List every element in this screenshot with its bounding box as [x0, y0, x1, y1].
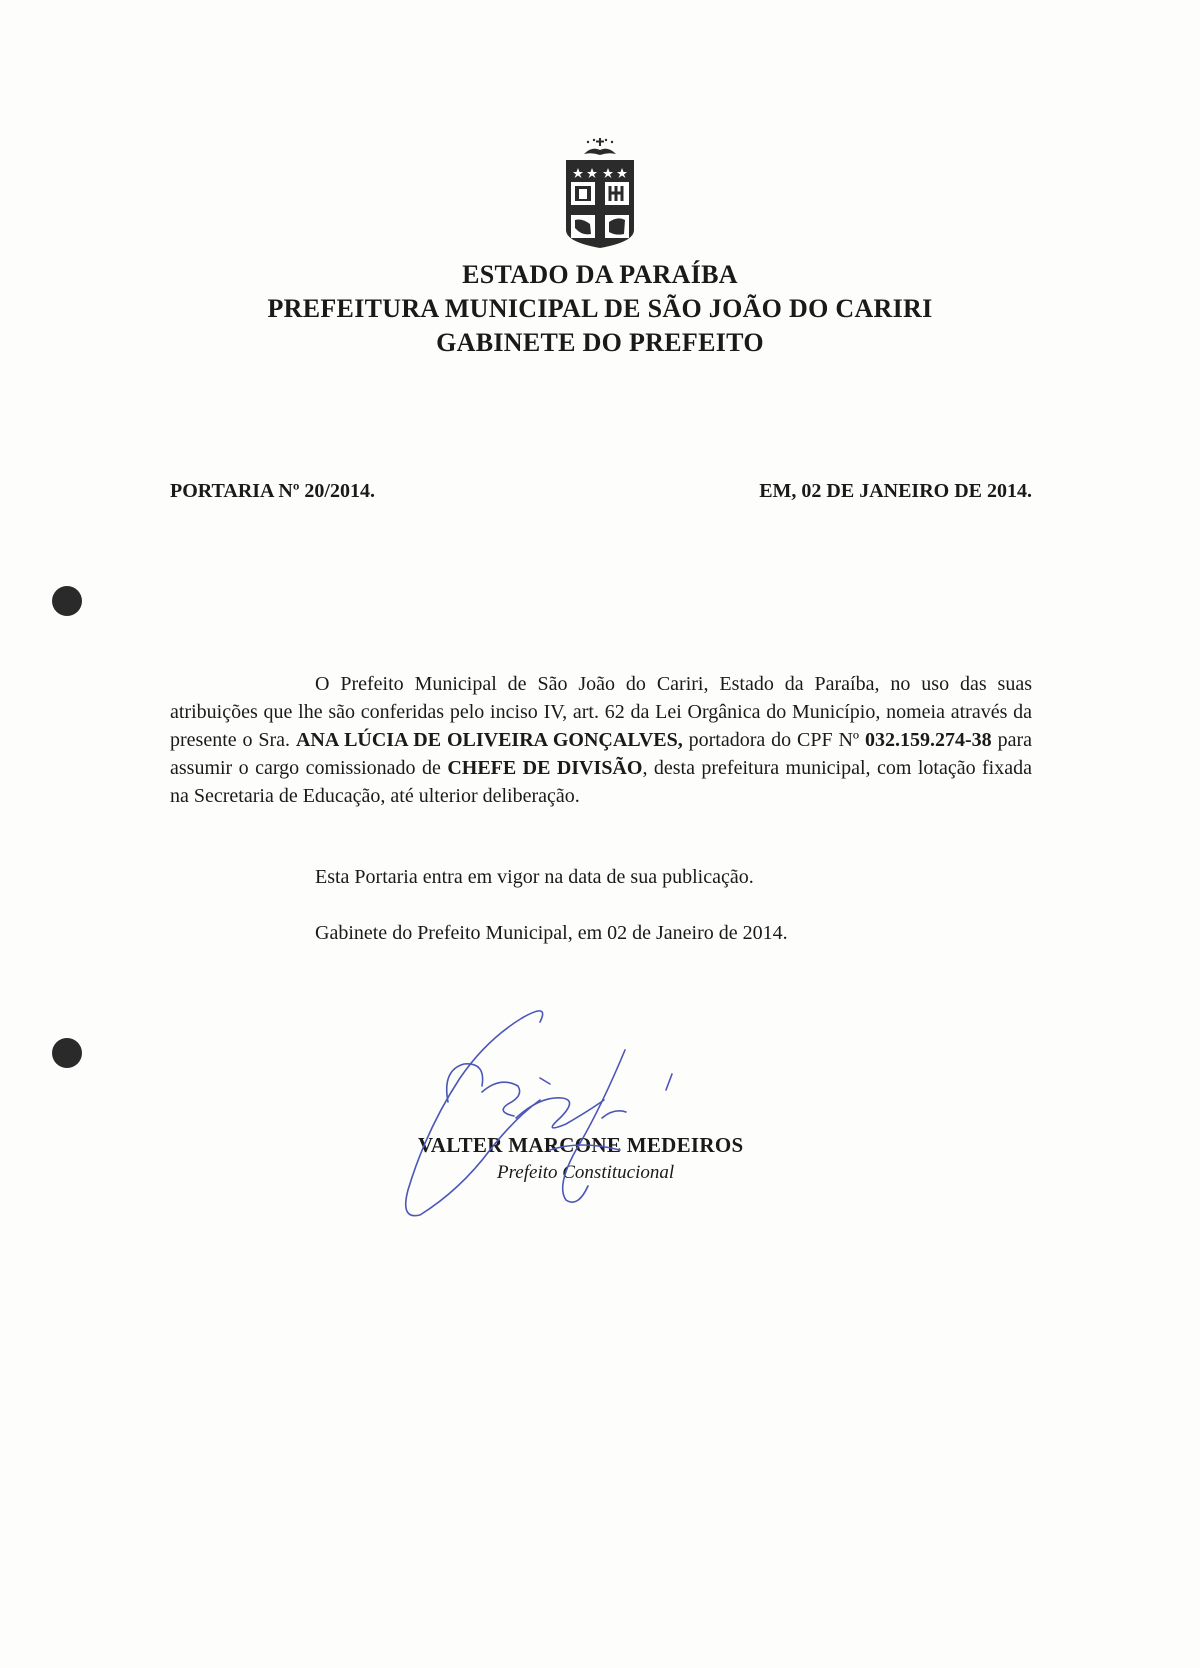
header-municipality: PREFEITURA MUNICIPAL DE SÃO JOÃO DO CARIRI [267, 294, 933, 323]
municipal-crest-icon [540, 138, 660, 250]
paragraph-text-1: O Prefeito Municipal de São João do Cariri, Estado da Paraíba, no uso das suas atribuições que lhe são conferidas pelo inciso IV, art. 62 da Lei Orgânica do Município, nomeia através da presente o Sra. [170, 673, 1032, 751]
portaria-line [170, 480, 1032, 503]
paragraph-text-4: , desta prefeitura municipal, com lotação fixada na Secretaria de Educação, até ulterior deliberação. [170, 757, 1032, 807]
appointee-role: CHEFE DE DIVISÃO [447, 757, 643, 779]
appointee-cpf: 032.159.274-38 [865, 729, 992, 751]
header-office: GABINETE DO PREFEITO [436, 328, 764, 357]
punch-hole-bottom [52, 1038, 82, 1068]
paragraph-text-3: para assumir o cargo comissionado de [170, 729, 1032, 779]
main-paragraph [170, 670, 1032, 810]
signer-title: Prefeito Constitucional [497, 1162, 675, 1183]
portaria-date: EM, 02 DE JANEIRO DE 2014. [759, 480, 1032, 502]
signer-name: VALTER MARCONE MEDEIROS [418, 1133, 744, 1157]
document-header [0, 258, 1200, 360]
handwritten-signature-icon [390, 1000, 730, 1230]
header-state: ESTADO DA PARAÍBA [462, 260, 738, 289]
closing-line: Gabinete do Prefeito Municipal, em 02 de Janeiro de 2014. [315, 922, 788, 944]
portaria-number: PORTARIA Nº 20/2014. [170, 480, 375, 502]
effective-clause: Esta Portaria entra em vigor na data de sua publicação. [315, 866, 754, 888]
paragraph-text-2: portadora do CPF Nº [682, 729, 866, 751]
appointee-name: ANA LÚCIA DE OLIVEIRA GONÇALVES, [295, 729, 683, 751]
punch-hole-top [52, 586, 82, 616]
